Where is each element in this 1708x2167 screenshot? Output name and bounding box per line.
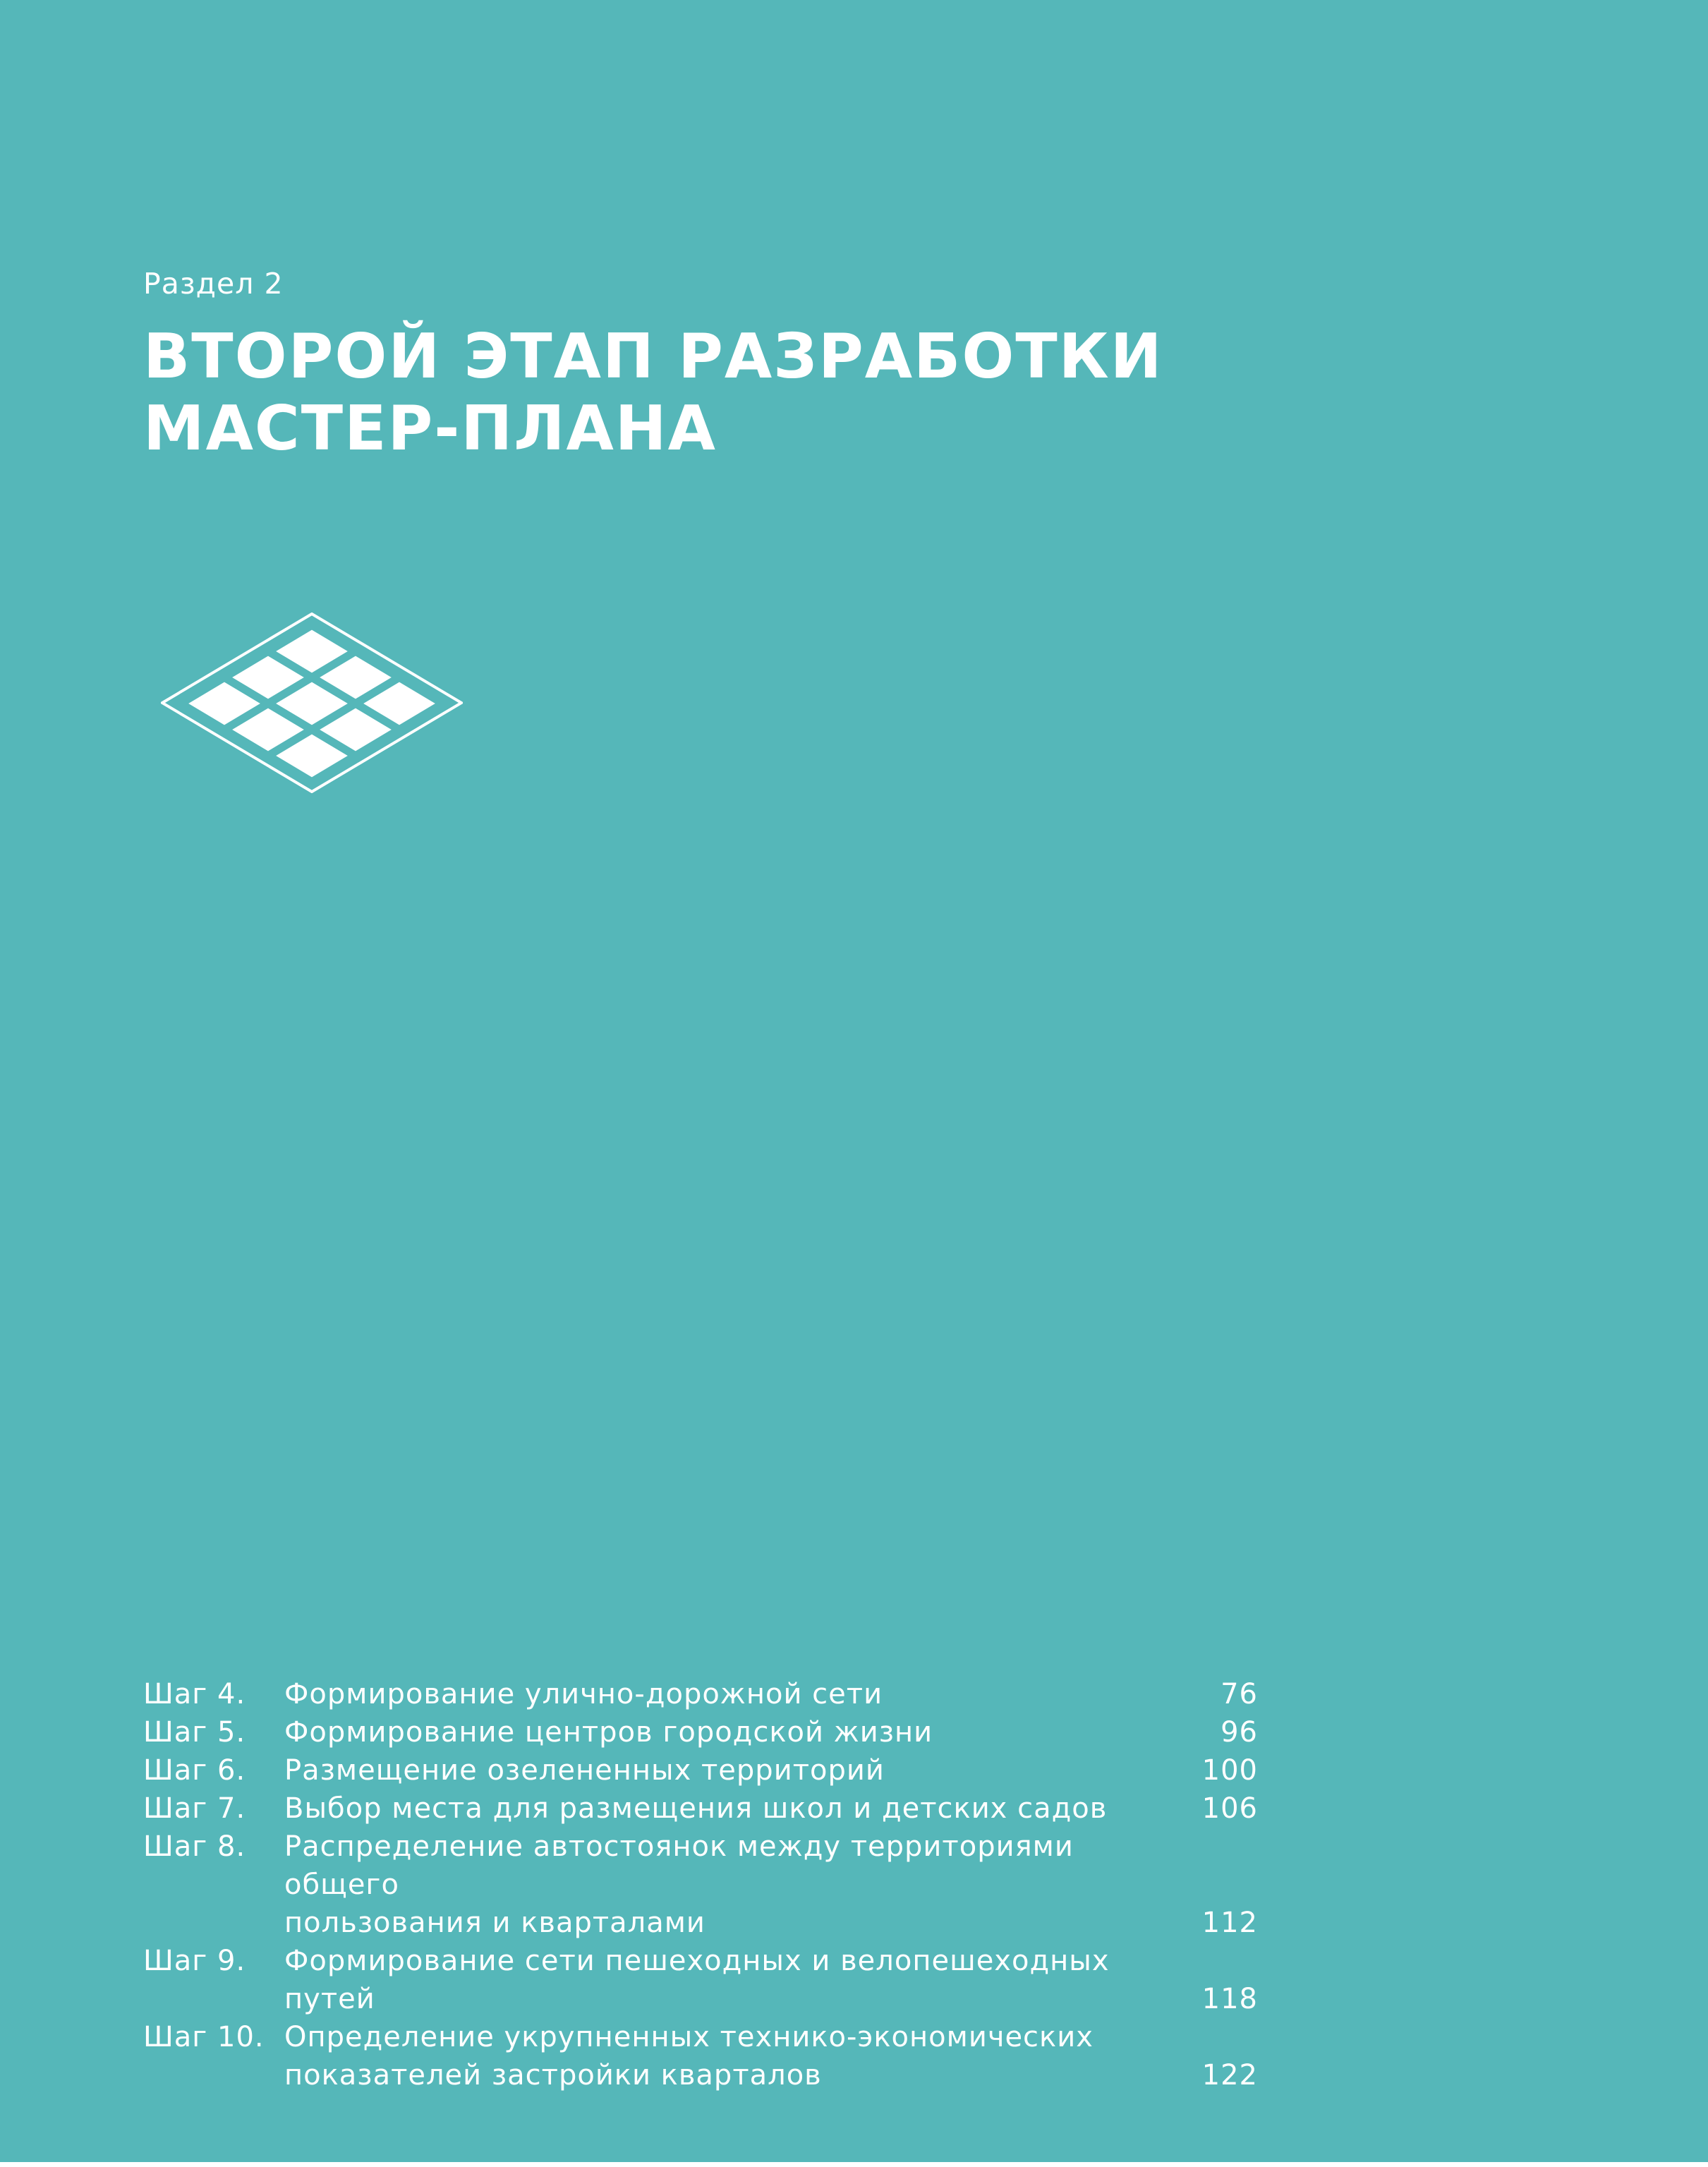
toc-page-number: 112 — [1201, 1907, 1258, 1939]
section-title-line-2: МАСТЕР-ПЛАНА — [143, 392, 717, 464]
grid-tile — [276, 735, 348, 778]
toc-step-label: Шаг 6. — [143, 1754, 246, 1787]
grid-tile — [232, 708, 304, 751]
toc-item[interactable] — [143, 1828, 1258, 1942]
toc-page-number: 100 — [1201, 1754, 1258, 1787]
toc-item-text: Формирование сети пешеходных и велопешеходных путей — [284, 1945, 1110, 2015]
toc-item-text: Выбор места для размещения школ и детских садов — [284, 1792, 1108, 1825]
toc-page-number: 122 — [1201, 2059, 1258, 2091]
toc-step-label: Шаг 9. — [143, 1945, 246, 1977]
toc-page-number: 96 — [1221, 1716, 1258, 1749]
grid-tile — [188, 682, 260, 725]
toc-item-text: Распределение автостоянок между территориями общего пользования и кварталами — [284, 1830, 1074, 1939]
toc-step-label: Шаг 4. — [143, 1678, 246, 1710]
toc-item[interactable] — [143, 1751, 1258, 1789]
isometric-grid-icon — [161, 612, 463, 793]
section-title — [143, 320, 1163, 464]
toc-item-text: Формирование улично-дорожной сети — [284, 1678, 883, 1710]
table-of-contents — [143, 1675, 1258, 2094]
toc-item[interactable] — [143, 1713, 1258, 1751]
section-title-line-1: ВТОРОЙ ЭТАП РАЗРАБОТКИ — [143, 320, 1163, 392]
toc-step-label: Шаг 10. — [143, 2021, 265, 2053]
toc-step-label: Шаг 7. — [143, 1792, 246, 1825]
toc-item-text: Размещение озелененных территорий — [284, 1754, 885, 1787]
toc-item[interactable] — [143, 1675, 1258, 1713]
toc-step-label: Шаг 8. — [143, 1830, 246, 1863]
grid-tile — [276, 630, 348, 673]
toc-item[interactable] — [143, 1942, 1258, 2018]
toc-step-label: Шаг 5. — [143, 1716, 246, 1749]
toc-page-number: 118 — [1201, 1983, 1258, 2015]
toc-item-text: Определение укрупненных технико-экономических показателей застройки кварталов — [284, 2021, 1094, 2091]
toc-item-text: Формирование центров городской жизни — [284, 1716, 933, 1749]
toc-item[interactable] — [143, 2018, 1258, 2094]
grid-tile — [232, 656, 304, 699]
grid-tile — [320, 656, 392, 699]
grid-tile — [320, 708, 392, 751]
grid-tile — [363, 682, 435, 725]
section-label: Раздел 2 — [143, 267, 284, 301]
toc-item[interactable] — [143, 1789, 1258, 1828]
grid-tile — [276, 682, 348, 725]
toc-page-number: 76 — [1221, 1678, 1258, 1710]
toc-page-number: 106 — [1201, 1792, 1258, 1825]
